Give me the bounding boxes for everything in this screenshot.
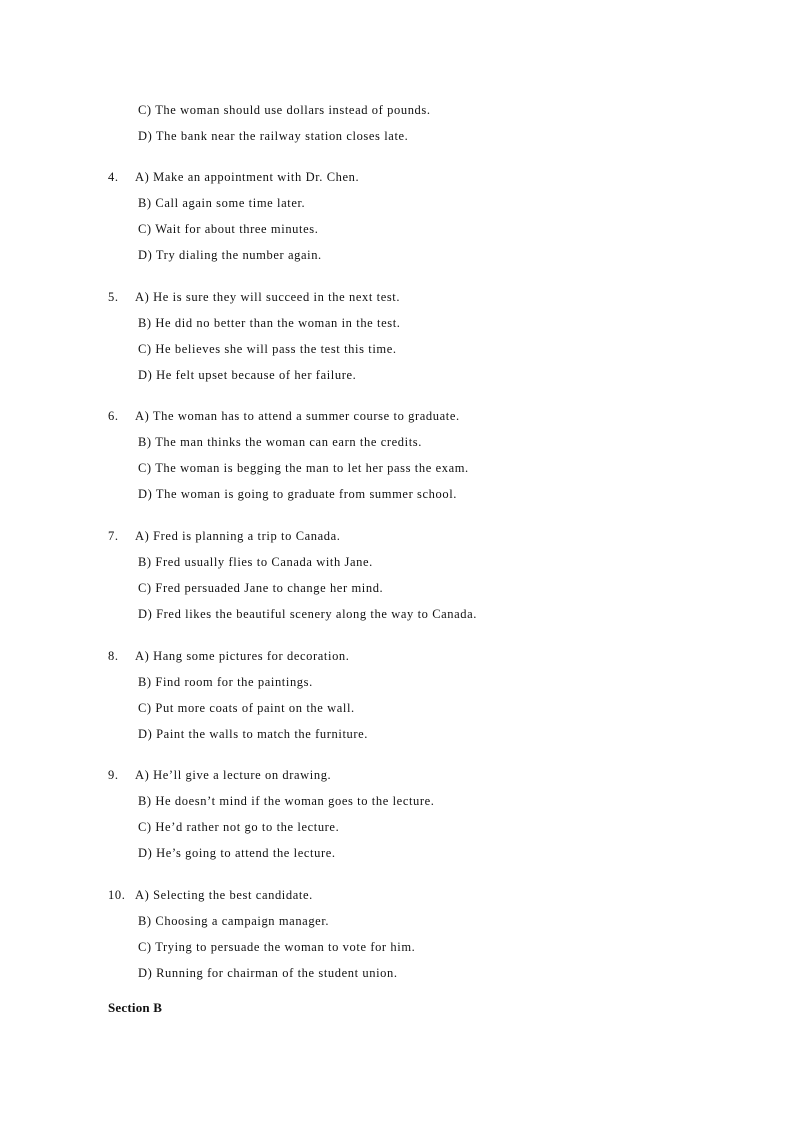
question-4-option-b: B) Call again some time later. — [138, 196, 306, 210]
question-7-option-b: B) Fred usually flies to Canada with Jane. — [138, 555, 373, 569]
question-10-option-b: B) Choosing a campaign manager. — [138, 914, 330, 928]
section-title: Section B — [108, 1000, 163, 1015]
question-9-option-b: B) He doesn’t mind if the woman goes to the lecture. — [138, 794, 435, 808]
question-3-option-d: D) The bank near the railway station closes late. — [138, 129, 409, 143]
question-6-option-d: D) The woman is going to graduate from summer school. — [138, 487, 458, 501]
question-9-option-c: C) He’d rather not go to the lecture. — [138, 820, 340, 834]
question-5-option-d: D) He felt upset because of her failure. — [138, 368, 357, 382]
question-5-option-a: A) He is sure they will succeed in the next test. — [135, 290, 401, 304]
question-5-option-c: C) He believes she will pass the test this time. — [138, 342, 397, 356]
question-8-number: 8. — [108, 649, 119, 663]
question-8-option-d: D) Paint the walls to match the furniture. — [138, 727, 369, 741]
question-7-option-d: D) Fred likes the beautiful scenery along the way to Canada. — [138, 607, 478, 621]
question-4-option-d: D) Try dialing the number again. — [138, 248, 322, 262]
question-8-option-a: A) Hang some pictures for decoration. — [135, 649, 350, 663]
question-6-option-b: B) The man thinks the woman can earn the credits. — [138, 435, 422, 449]
question-10-number: 10. — [108, 888, 126, 902]
question-10-option-d: D) Running for chairman of the student union. — [138, 966, 398, 980]
question-3-option-c: C) The woman should use dollars instead of pounds. — [138, 103, 431, 117]
question-4-option-a: A) Make an appointment with Dr. Chen. — [135, 170, 360, 184]
question-6-option-a: A) The woman has to attend a summer course to graduate. — [135, 409, 460, 423]
question-9-number: 9. — [108, 768, 119, 782]
question-6-option-c: C) The woman is begging the man to let her pass the exam. — [138, 461, 469, 475]
question-5-number: 5. — [108, 290, 119, 304]
question-10-option-c: C) Trying to persuade the woman to vote for him. — [138, 940, 416, 954]
question-10-option-a: A) Selecting the best candidate. — [135, 888, 313, 902]
question-8-option-c: C) Put more coats of paint on the wall. — [138, 701, 355, 715]
question-4-option-c: C) Wait for about three minutes. — [138, 222, 319, 236]
question-5-option-b: B) He did no better than the woman in the test. — [138, 316, 401, 330]
question-6-number: 6. — [108, 409, 119, 423]
question-9-option-d: D) He’s going to attend the lecture. — [138, 846, 336, 860]
question-7-number: 7. — [108, 529, 119, 543]
question-9-option-a: A) He’ll give a lecture on drawing. — [135, 768, 332, 782]
question-4-number: 4. — [108, 170, 119, 184]
question-7-option-a: A) Fred is planning a trip to Canada. — [135, 529, 341, 543]
question-8-option-b: B) Find room for the paintings. — [138, 675, 313, 689]
question-7-option-c: C) Fred persuaded Jane to change her mind. — [138, 581, 384, 595]
